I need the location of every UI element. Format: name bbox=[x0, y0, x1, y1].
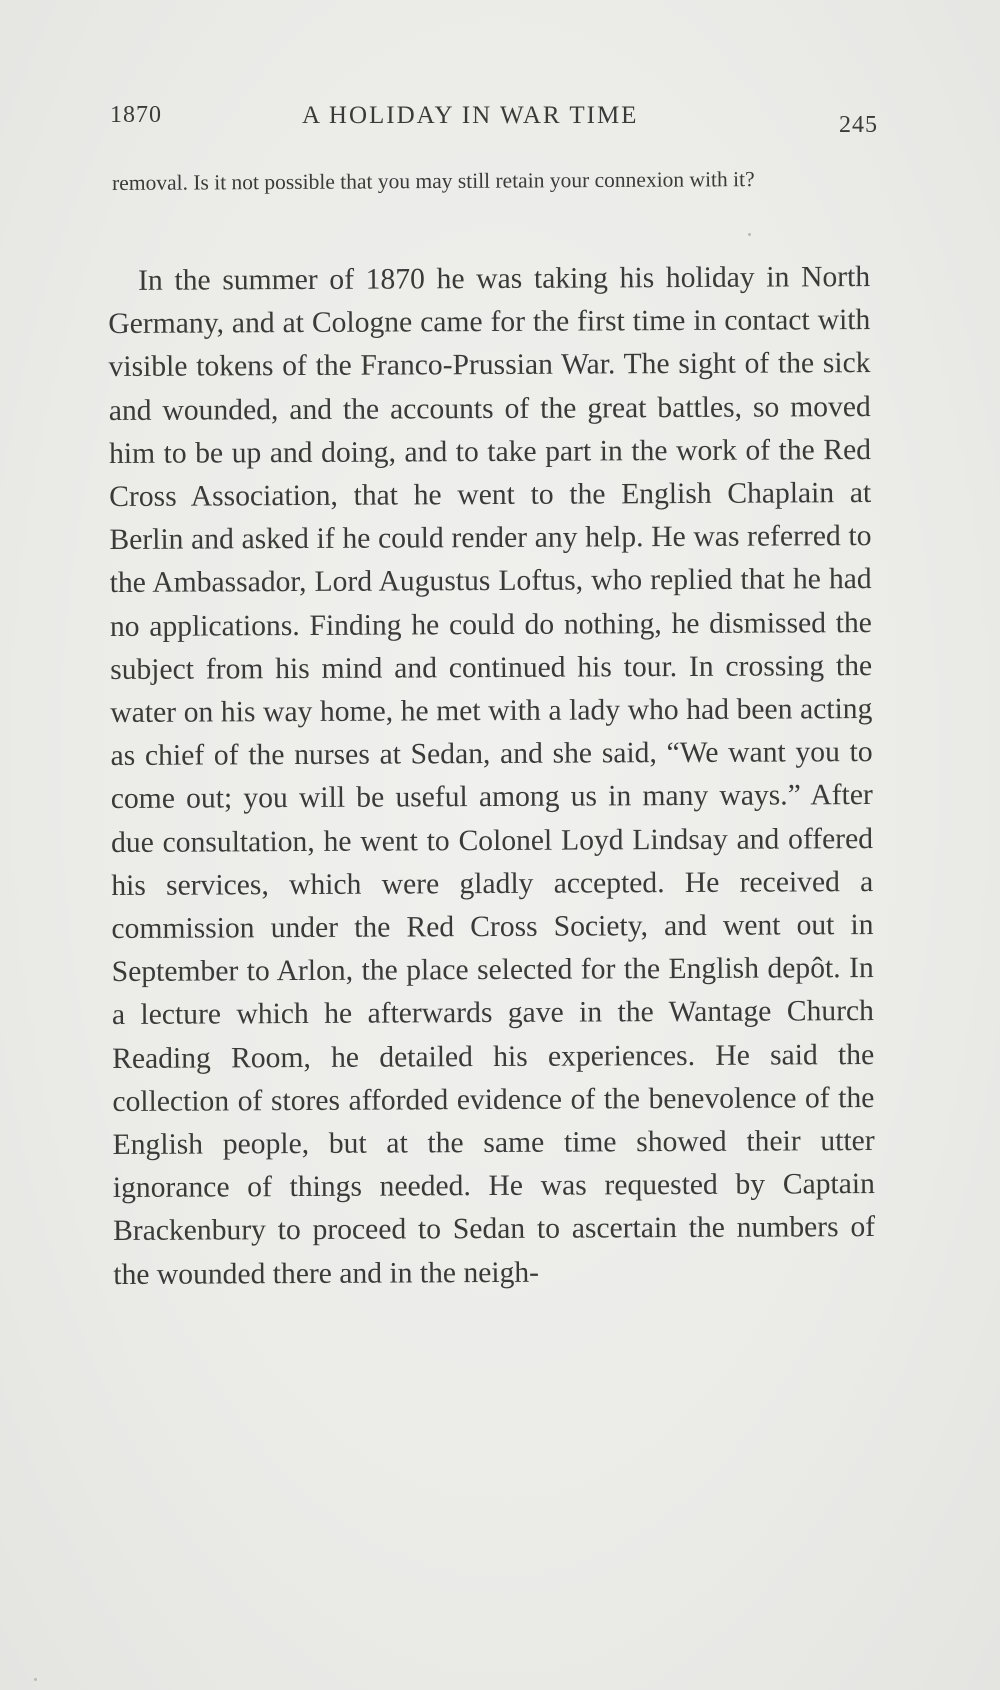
body-paragraph: In the summer of 1870 he was taking his holiday in North Germany, and at Cologne came for the first time in contact with visible tokens of the Franco-Prussian War. The sight of the sick and wounded, and the accounts of the great battles, so moved him to be up and doing, and to take part in the work of the Red Cross Association, that he went to the English Chaplain at Berlin and asked if he could render any help. He was referred to the Ambassador, Lord Augustus Loftus, who replied that he had no applications. Finding he could do nothing, he dismissed the subject from his mind and continued his tour. In crossing the water on his way home, he met with a lady who had been acting as chief of the nurses at Sedan, and she said, “We want you to come out; you will be useful among us in many ways.” After due consultation, he went to Colonel Loyd Lindsay and offered his services, which were gladly accepted. He received a commission under the Red Cross Society, and went out in September to Arlon, the place selected for the English depôt. In a lecture which he afterwards gave in the Wantage Church Reading Room, he detailed his experiences. He said the collection of stores afforded evidence of the benevolence of the English people, but at the same time showed their utter ignorance of things needed. He was requested by Captain Brackenbury to proceed to Sedan to ascertain the numbers of the wounded there and in the neigh- bbox=[108, 261, 876, 1291]
paper-speck bbox=[34, 1678, 37, 1681]
running-head bbox=[110, 100, 878, 136]
page-number: 245 bbox=[839, 112, 878, 138]
footnote-paragraph: removal. Is it not possible that you may still retain your connexion with it? bbox=[112, 167, 755, 195]
footnote-text bbox=[112, 162, 870, 200]
running-head-title: A HOLIDAY IN WAR TIME bbox=[302, 102, 639, 129]
paper-speck bbox=[748, 233, 751, 236]
body-text bbox=[108, 256, 875, 1297]
running-head-year: 1870 bbox=[110, 102, 162, 128]
